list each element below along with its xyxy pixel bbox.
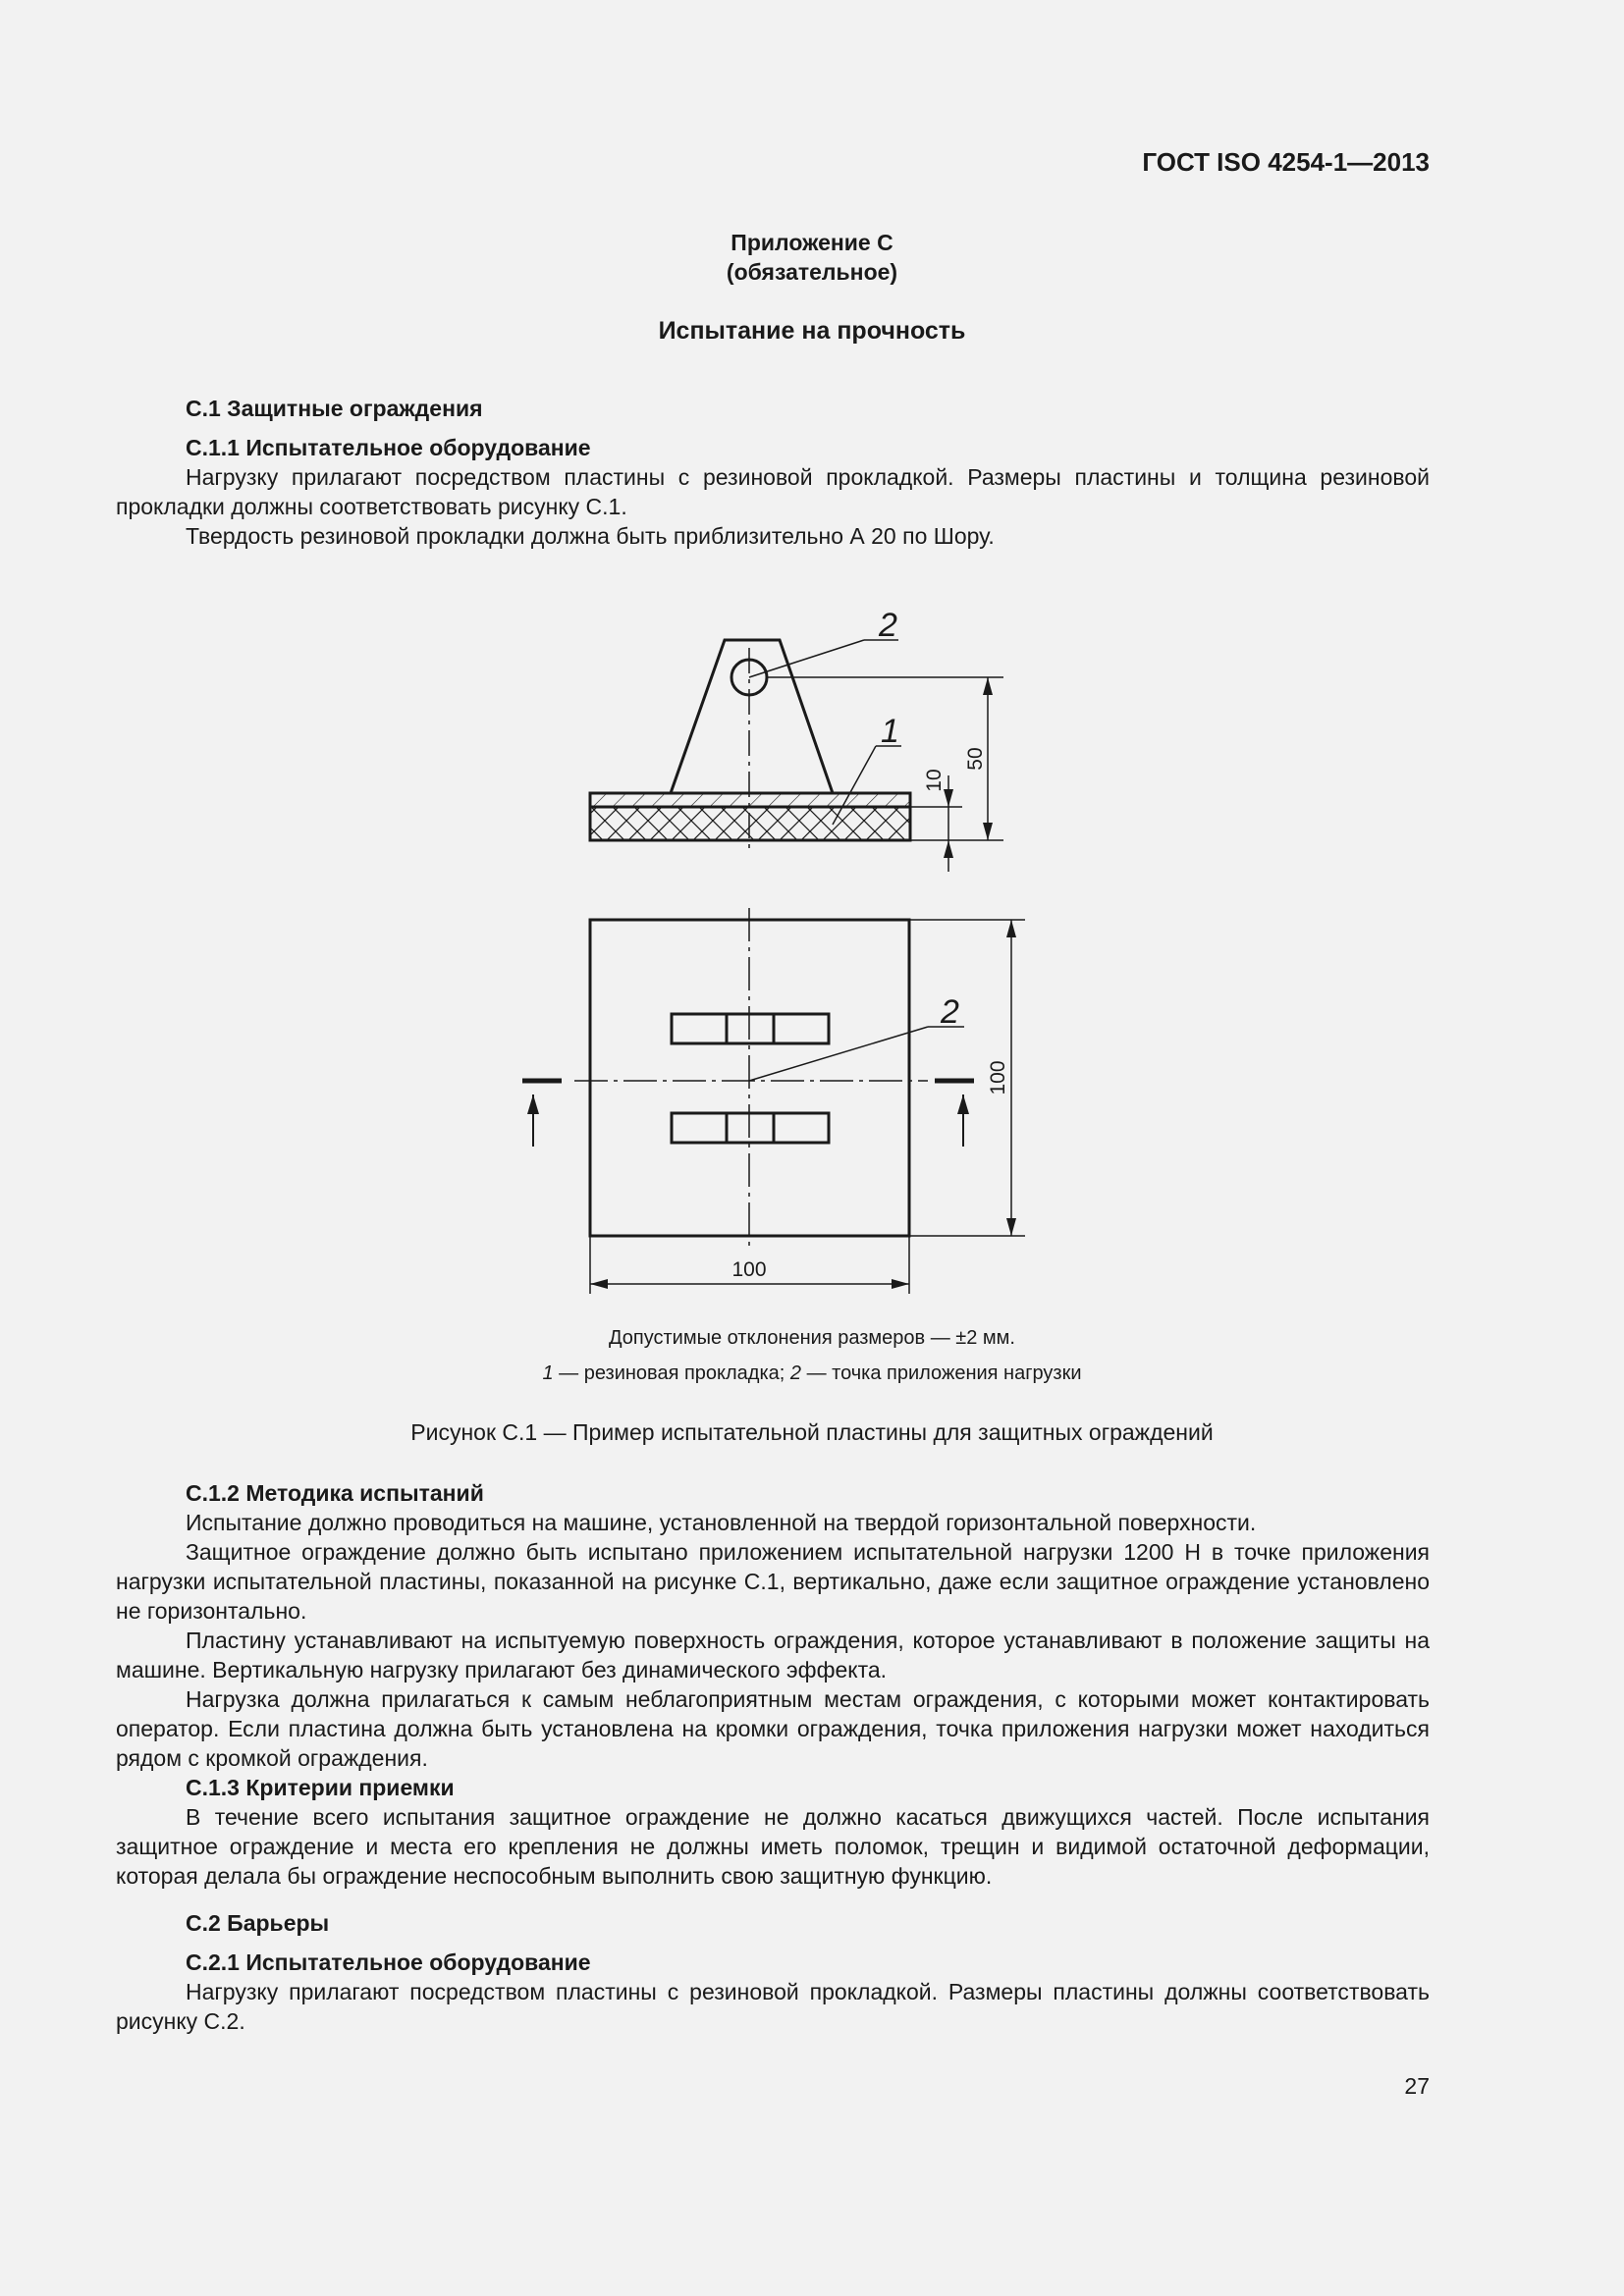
dimension-label-100-w: 100 — [731, 1258, 767, 1281]
paragraph: Испытание должно проводиться на машине, установленной на твердой горизонтальной поверхности. — [186, 1510, 1257, 1535]
dimension-label-10: 10 — [923, 769, 946, 792]
subsection-heading-c11: С.1.1 Испытательное оборудование — [186, 435, 591, 460]
figure-caption: Рисунок С.1 — Пример испытательной пластины для защитных ограждений — [410, 1419, 1214, 1445]
legend-key-1: 1 — [542, 1362, 554, 1384]
plate-layer — [590, 793, 910, 807]
page-title: Испытание на прочность — [658, 317, 966, 345]
bracket-slot — [672, 1113, 829, 1143]
paragraph: Пластину устанавливают на испытуемую поверхность ограждения, которое устанавливают в положение защиты на машине. Вертикальную нагрузку прилагают без динамического эффекта. — [116, 1628, 1430, 1682]
legend-text-2: — точка приложения нагрузки — [801, 1362, 1082, 1384]
dimension-label-100-h: 100 — [987, 1060, 1009, 1095]
figure-legend — [0, 1362, 1624, 1385]
bracket-slot — [672, 1014, 829, 1043]
bracket-outline — [671, 640, 833, 793]
legend-text-1: — резиновая прокладка; — [553, 1362, 790, 1384]
rubber-pad — [590, 807, 910, 840]
appendix-title: Приложение С — [731, 230, 893, 255]
legend-key-2: 2 — [789, 1362, 802, 1384]
paragraph: Нагрузка должна прилагаться к самым неблагоприятным местам ограждения, с которыми может контактировать оператор. Если пластина должна быть установлена на кромки ограждения, точка приложения нагрузки может находиться рядом с кромкой ограждения. — [116, 1686, 1430, 1771]
page-number: 27 — [1404, 2073, 1430, 2099]
paragraph: Нагрузку прилагают посредством пластины с резиновой прокладкой. Размеры пластины и толщина резиновой прокладки должны соответствовать рисунку С.1. — [116, 464, 1430, 519]
paragraph: Защитное ограждение должно быть испытано приложением испытательной нагрузки 1200 Н в точке приложения нагрузки испытательной пластины, показанной на рисунке С.1, вертикально, даже если защитное ограждение установлено не горизонтально. — [116, 1539, 1430, 1624]
section-c12-c2 — [116, 1478, 1430, 2036]
standard-number: ГОСТ ISO 4254-1—2013 — [1142, 147, 1430, 177]
paragraph: Твердость резиновой прокладки должна быть приблизительно А 20 по Шору. — [186, 523, 995, 549]
paragraph: В течение всего испытания защитное ограждение не должно касаться движущихся частей. После испытания защитное ограждение и места его крепления не должны иметь поломок, трещин и видимой остаточной деформации, которая делала бы ограждение неспособным выполнить свою защитную функцию. — [116, 1804, 1430, 1889]
callout-2-top: 2 — [879, 607, 897, 644]
paragraph: Нагрузку прилагают посредством пластины с резиновой прокладкой. Размеры пластины должны соответствовать рисунку С.2. — [116, 1979, 1430, 2034]
subsection-heading-c21: С.2.1 Испытательное оборудование — [186, 1949, 591, 1975]
appendix-status: (обязательное) — [726, 259, 898, 285]
tolerance-note: Допустимые отклонения размеров — ±2 мм. — [608, 1327, 1015, 1349]
section-heading-c2: С.2 Барьеры — [186, 1910, 330, 1936]
section-heading-c1: С.1 Защитные ограждения — [186, 396, 483, 421]
subsection-heading-c13: С.1.3 Критерии приемки — [186, 1775, 455, 1800]
dimension-label-50: 50 — [964, 747, 987, 771]
subsection-heading-c12: С.1.2 Методика испытаний — [186, 1480, 484, 1506]
callout-1: 1 — [881, 713, 899, 750]
callout-2-bottom: 2 — [941, 993, 959, 1031]
